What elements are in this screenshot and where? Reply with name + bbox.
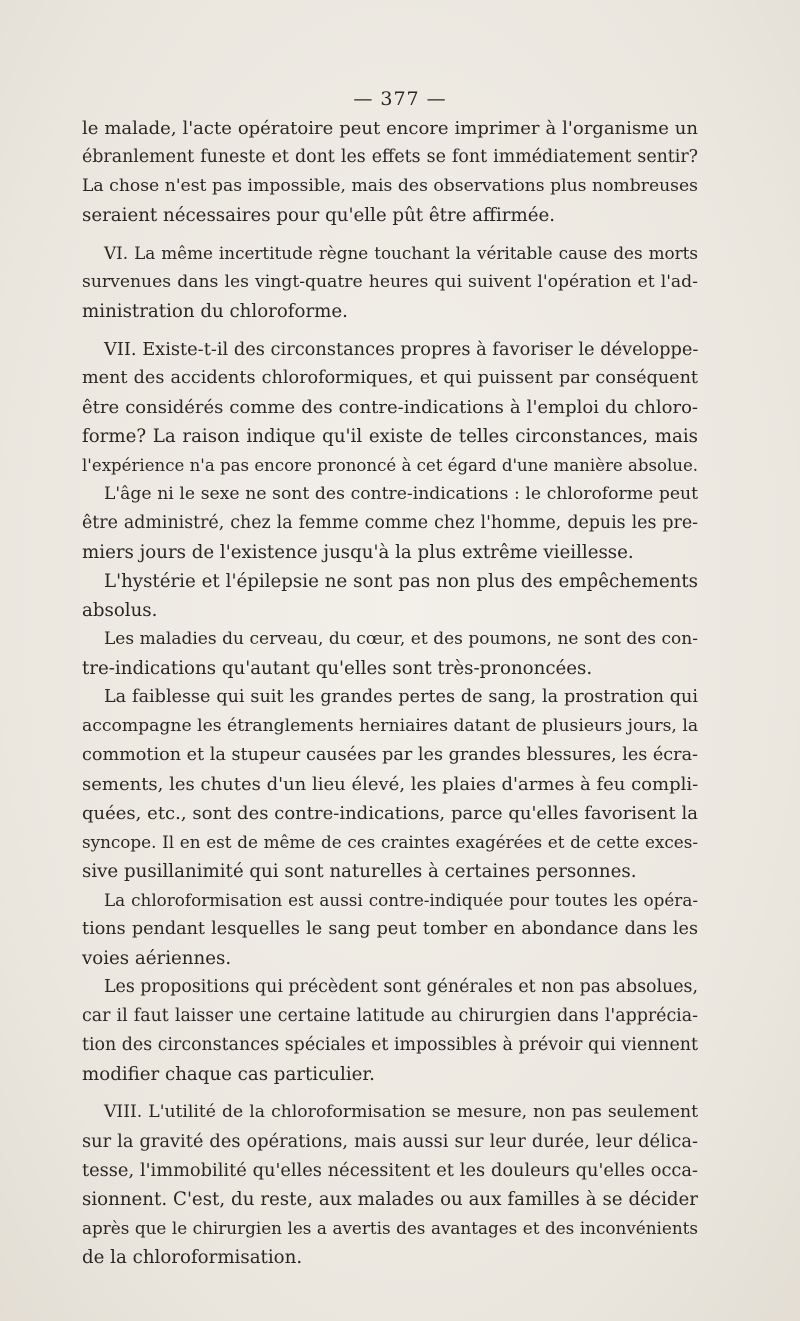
text-line: de la chloroformisation. — [82, 1247, 303, 1268]
text-line: car il faut laisser une certaine latitude au chirurgien dans l'apprécia- — [82, 1006, 698, 1026]
text-line: ministration du chloroforme. — [82, 301, 348, 322]
text-line: tre-indications qu'autant qu'elles sont très-prononcées. — [82, 658, 593, 679]
text-line: être considérés comme des contre-indications à l'emploi du chloro- — [82, 397, 698, 418]
page-number: — 377 — — [353, 88, 447, 110]
text-line: absolus. — [82, 600, 158, 621]
text-line: miers jours de l'existence jusqu'à la plus extrême vieillesse. — [82, 542, 634, 563]
text-line: tion des circonstances spéciales et impossibles à prévoir qui viennent — [82, 1035, 698, 1055]
text-line: Les maladies du cerveau, du cœur, et des poumons, ne sont des con- — [104, 629, 698, 649]
paragraph — [82, 335, 698, 480]
text-line: La faiblesse qui suit les grandes pertes de sang, la prostration qui — [104, 687, 698, 707]
text-line: sive pusillanimité qui sont naturelles à certaines personnes. — [82, 861, 637, 882]
paragraph — [82, 625, 698, 683]
text-line: L'âge ni le sexe ne sont des contre-indications : le chloroforme peut — [104, 484, 698, 504]
paragraph — [82, 114, 698, 230]
paragraph — [82, 973, 698, 1089]
text-line: seraient nécessaires pour qu'elle pût être affirmée. — [82, 205, 556, 226]
text-line: ébranlement funeste et dont les effets se font immédiatement sentir? — [82, 147, 698, 167]
text-line: VII. Existe-t-il des circonstances propres à favoriser le développe- — [104, 339, 699, 360]
text-line: tions pendant lesquelles le sang peut tomber en abondance dans les — [82, 919, 698, 939]
text-line: le malade, l'acte opératoire peut encore imprimer à l'organisme un — [82, 118, 698, 139]
text-line: après que le chirurgien les a avertis des avantages et des inconvénients — [82, 1218, 698, 1238]
paragraph-gap — [82, 230, 698, 239]
text-line: VI. La même incertitude règne touchant la véritable cause des morts — [104, 243, 698, 263]
paragraph-gap — [82, 326, 698, 335]
text-line: commotion et la stupeur causées par les grandes blessures, les écra- — [82, 745, 698, 765]
text-line: quées, etc., sont des contre-indications, parce qu'elles favorisent la — [82, 803, 698, 824]
text-line: L'hystérie et l'épilepsie ne sont pas non plus des empêchements — [104, 571, 698, 592]
body-text — [82, 114, 698, 1272]
text-line: forme? La raison indique qu'il existe de telles circonstances, mais — [82, 426, 698, 447]
paragraph — [82, 567, 698, 625]
paragraph — [82, 683, 698, 886]
text-line: tesse, l'immobilité qu'elles nécessitent et les douleurs qu'elles occa- — [82, 1160, 698, 1181]
paragraph — [82, 886, 698, 973]
text-line: accompagne les étranglements herniaires datant de plusieurs jours, la — [82, 716, 699, 736]
text-line: La chloroformisation est aussi contre-indiquée pour toutes les opéra- — [104, 890, 698, 910]
paragraph — [82, 480, 698, 567]
text-line: VIII. L'utilité de la chloroformisation se mesure, non pas seulement — [104, 1102, 698, 1122]
paragraph-gap — [82, 1089, 698, 1098]
text-line: ment des accidents chloroformiques, et qui puissent par conséquent — [82, 368, 698, 388]
text-line: La chose n'est pas impossible, mais des observations plus nombreuses — [82, 176, 698, 196]
text-line: l'expérience n'a pas encore prononcé à cet égard d'une manière absolue. — [82, 456, 699, 475]
text-line: sionnent. C'est, du reste, aux malades ou aux familles à se décider — [82, 1189, 698, 1210]
text-line: sements, les chutes d'un lieu élevé, les plaies d'armes à feu compli- — [82, 774, 699, 795]
text-line: être administré, chez la femme comme chez l'homme, depuis les pre- — [82, 513, 698, 533]
text-line: modifier chaque cas particulier. — [82, 1064, 375, 1085]
paragraph — [82, 1098, 698, 1272]
text-line: sur la gravité des opérations, mais aussi sur leur durée, leur délica- — [82, 1131, 698, 1152]
text-line: syncope. Il en est de même de ces craintes exagérées et de cette exces- — [82, 832, 698, 852]
text-line: voies aériennes. — [82, 948, 232, 969]
paragraph — [82, 239, 698, 326]
text-line: Les propositions qui précèdent sont générales et non pas absolues, — [104, 977, 698, 997]
text-line: survenues dans les vingt-quatre heures qui suivent l'opération et l'ad- — [82, 272, 698, 292]
